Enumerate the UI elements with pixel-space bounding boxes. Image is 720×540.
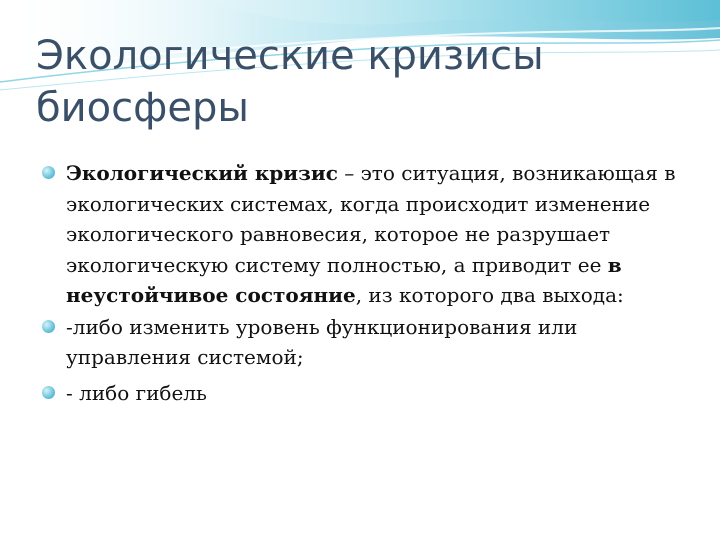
bullet-text [66,158,686,311]
bullet-item-option-2 [36,378,686,409]
definition-text-1: – это ситуация, возникающая в экологических системах, когда происходит изменение экологического равновесия, которое не разрушает экологическую систему полностью, а приводит ее [66,161,676,277]
bullet-item-option-1 [36,312,686,373]
bullet-text: -либо изменить уровень функционирования или управления системой; [66,314,578,369]
emphasis-bold: в неустойчивое состояние [66,252,622,307]
bullet-item-definition [36,158,686,311]
definition-text-2: , из которого два выхода: [355,283,624,307]
bullet-list [36,158,686,408]
slide-title [36,30,696,134]
bullet-dot-icon [42,386,55,399]
bullet-dot-icon [42,166,55,179]
title-line-1: Экологические кризисы [36,33,544,79]
bullet-text: - либо гибель [66,380,207,405]
term-bold: Экологический кризис [66,161,338,185]
bullet-dot-icon [42,320,55,333]
title-line-2: биосферы [36,85,249,131]
